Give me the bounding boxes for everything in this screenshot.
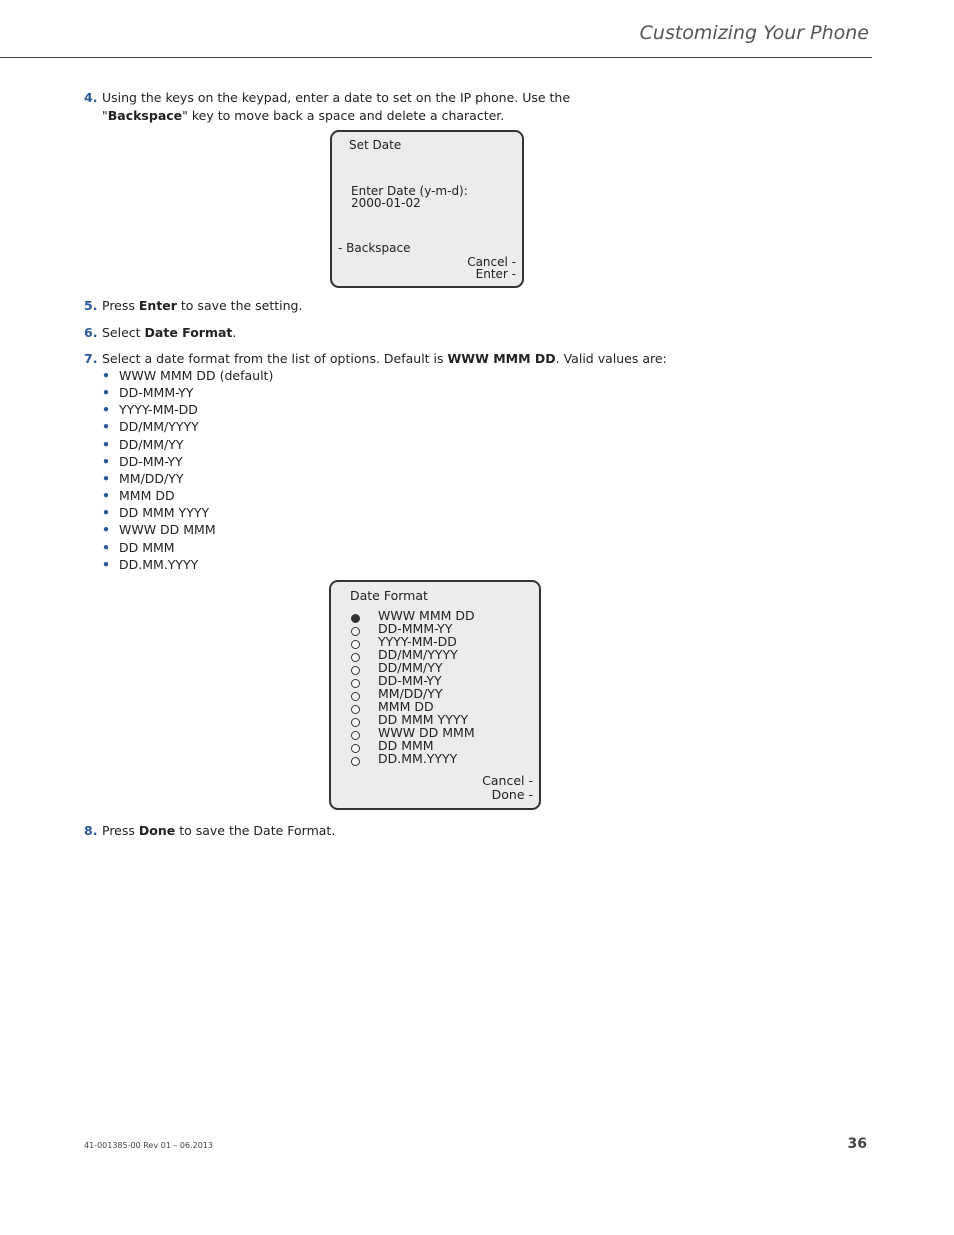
step-4-line-1: Using the keys on the keypad, enter a date to set on the IP phone. Use the [102, 90, 571, 105]
list-item: • MMM DD [102, 488, 175, 504]
radio-icon [351, 705, 360, 714]
radio-icon [351, 718, 360, 727]
cancel-softkey[interactable]: Cancel - [467, 255, 516, 269]
step-5: 5. Press Enter to save the setting. [84, 298, 303, 313]
radio-icon [351, 653, 360, 662]
page-number: 36 [847, 1136, 867, 1152]
backspace-softkey[interactable]: - Backspace [338, 241, 411, 255]
date-prompt: Enter Date (y-m-d): [351, 184, 468, 198]
cancel-softkey[interactable]: Cancel - [482, 773, 533, 788]
list-item: • YYYY-MM-DD [102, 402, 198, 418]
date-format-screen: Date Format WWW MMM DD DD-MMM-YY YYYY-MM-DD DD/MM/YYYY DD/MM/YY DD-MM-YY MM/DD/YY MMM DD DD MMM YYYY WWW DD MMM DD MMM DD.MM.YYYY Cancel - Done - [329, 580, 541, 810]
list-item: • WWW MMM DD (default) [102, 368, 274, 383]
step-number: 7. [84, 351, 98, 366]
step-number: 8. [84, 823, 98, 838]
step-4-line-2: "Backspace" key to move back a space and delete a character. [102, 107, 505, 123]
page-header-title: Customizing Your Phone [639, 22, 869, 44]
header-divider [0, 57, 872, 58]
list-item: • DD-MM-YY [102, 453, 183, 469]
enter-softkey[interactable]: Enter - [475, 267, 516, 281]
radio-icon [351, 679, 360, 688]
set-date-title: Set Date [349, 138, 402, 152]
radio-icon [351, 744, 360, 753]
list-item: • DD/MM/YYYY [102, 419, 199, 435]
radio-selected-icon [351, 614, 360, 623]
radio-icon [351, 731, 360, 740]
step-7: 7. Select a date format from the list of options. Default is WWW MMM DD. Valid values are: [84, 351, 667, 366]
step-number: 4. [84, 90, 98, 105]
step-number: 5. [84, 298, 98, 313]
backspace-key-name: Backspace [107, 107, 183, 123]
done-softkey[interactable]: Done - [491, 787, 533, 802]
document-id: 41-001385-00 Rev 01 – 06.2013 [84, 1141, 213, 1150]
radio-icon [351, 757, 360, 766]
list-item: • WWW DD MMM [102, 522, 216, 538]
date-format-values-list [100, 367, 273, 573]
step-4 [84, 89, 570, 124]
radio-icon [351, 692, 360, 701]
step-number: 6. [84, 325, 98, 340]
radio-icon [351, 666, 360, 675]
list-item: • DD/MM/YY [102, 436, 184, 452]
date-value: 2000-01-02 [351, 196, 421, 210]
step-8: 8. Press Done to save the Date Format. [84, 823, 336, 838]
date-format-title: Date Format [350, 588, 428, 603]
list-item: • DD.MM.YYYY [102, 556, 199, 572]
radio-icon [351, 640, 360, 649]
list-item: • DD MMM YYYY [102, 505, 210, 521]
list-item: • MM/DD/YY [102, 470, 184, 486]
step-6: 6. Select Date Format. [84, 325, 237, 340]
list-item: • DD-MMM-YY [102, 385, 194, 401]
radio-icon [351, 627, 360, 636]
list-item: • DD MMM [102, 539, 175, 555]
set-date-screen [330, 130, 524, 288]
